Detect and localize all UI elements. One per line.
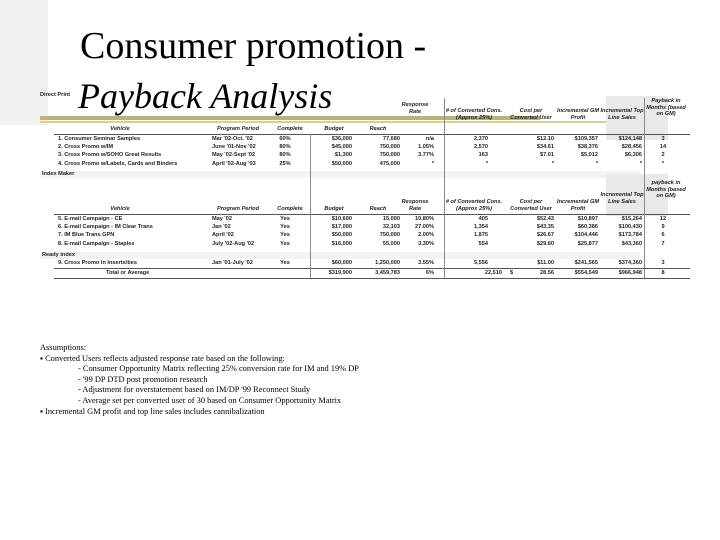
cell-cost: $26.67 [536, 232, 554, 239]
header-rule-1 [54, 134, 690, 135]
cell-response: 10.80% [415, 216, 434, 222]
cell-complete: 25% [279, 160, 291, 167]
cell-converted: 1,354 [474, 224, 488, 231]
cell-period: April '02-Aug '03 [212, 160, 256, 167]
cell-converted: 5,556 [474, 260, 488, 266]
assumption-sub-1: - Consumer Opportunity Matrix reflecting 25% conversion rate for IM and 19% DP [78, 364, 359, 374]
cell-complete: Yes [280, 240, 290, 247]
cell-budget: $60,000 [331, 260, 352, 266]
col-sep-budget [310, 134, 311, 278]
header-period: Program Period [217, 126, 259, 132]
cell-gm: $241,565 [574, 260, 598, 266]
cell-payback: 6 [661, 232, 665, 239]
cell-cost: $34.61 [536, 144, 554, 151]
cell-budget: $1,300 [334, 152, 352, 159]
cell-converted: 554 [478, 240, 488, 247]
header-budget-2: Budget [324, 206, 344, 212]
header-payback: Payback in Months (based on GM) [646, 98, 686, 117]
cell-response: 3.77% [418, 152, 434, 159]
total-label: Total or Average [106, 270, 150, 276]
cell-complete: Yes [280, 260, 290, 266]
cell-payback: 12 [659, 216, 667, 222]
title-line-2: Payback Analysis [78, 76, 333, 116]
cell-gm: $10,897 [577, 216, 598, 222]
cell-payback: 3 [661, 136, 665, 142]
cell-converted: 1,875 [474, 232, 488, 239]
cell-gm: $25,877 [577, 240, 598, 247]
section-direct-print: Direct Print [40, 92, 71, 98]
cell-period: Jan '02 [212, 224, 231, 231]
cell-response: n/a [425, 136, 434, 142]
cell-gm: $104,446 [574, 232, 598, 239]
cell-cost: $12.10 [536, 136, 554, 142]
cell-period: April '02 [212, 232, 234, 239]
total-budget: $319,900 [328, 270, 352, 276]
cell-gm: $38,376 [577, 144, 598, 151]
cell-gm: * [595, 160, 598, 167]
header-complete: Complete [277, 126, 303, 132]
cell-vehicle: 7. IM Blue Trans GPN [58, 232, 115, 239]
cell-sales: $15,264 [621, 216, 642, 222]
total-sales: $966,948 [618, 270, 642, 276]
cell-reach: 77,680 [382, 136, 400, 142]
section-index-maker: Index Maker [42, 171, 75, 177]
header-period-2: Program Period [217, 206, 259, 212]
cell-period: May '02 [212, 216, 232, 222]
cell-reach: 1,250,000 [375, 260, 400, 266]
cell-cost: $11.00 [537, 260, 554, 266]
cell-response: * [431, 160, 434, 167]
cell-complete: 80% [279, 152, 291, 159]
cell-reach: 55,000 [382, 240, 400, 247]
cell-cost: $52.43 [536, 216, 554, 222]
cell-vehicle: 4. Cross Promo w/Labels, Cards and Binders [58, 160, 178, 167]
header-rule-2 [54, 214, 690, 215]
col-sep-converted [444, 98, 445, 278]
cell-budget: $50,000 [331, 232, 352, 239]
total-rule [54, 268, 690, 269]
cell-vehicle: 5. E-mail Campaign - CE [58, 216, 123, 222]
header-budget: Budget [324, 126, 344, 132]
assumption-sub-3: - Adjustment for overstatement based on IM/DP '99 Reconnect Study [78, 385, 311, 395]
cell-complete: 80% [279, 144, 291, 151]
cell-response: 3.30% [418, 240, 434, 247]
cell-converted: * [485, 160, 488, 167]
cell-complete: Yes [280, 224, 290, 231]
cell-response: 27.00% [415, 224, 434, 231]
header-sales-2: Incremental Top Line Sales [600, 192, 644, 205]
cell-vehicle: 3. Cross Promo w/SOHO Great Results [58, 152, 162, 159]
col-sep-payback [644, 98, 645, 278]
cell-payback: 2 [661, 152, 665, 159]
header-gm-2: Incremental GM Profit [557, 199, 599, 212]
cell-period: July '02-Aug '02 [212, 240, 255, 247]
cell-period: Mar '02-Oct. '02 [212, 136, 253, 142]
header-cost-2: Cost per Converted User [510, 199, 552, 212]
cell-response: 2.00% [418, 232, 434, 239]
cell-budget: $10,600 [331, 216, 352, 222]
total-cost: 28.56 [540, 270, 554, 276]
cell-converted: 2,370 [474, 136, 488, 142]
cell-vehicle: 1. Consumer Seminar Samples [58, 136, 141, 142]
assumption-sub-2: - '99 DP DTD post promotion research [78, 374, 208, 384]
header-reach: Reach [369, 126, 387, 132]
cell-payback: 9 [661, 224, 665, 231]
cell-vehicle: 8. E-mail Campaign - Staples [58, 240, 135, 247]
cell-gm: $5,012 [580, 152, 598, 159]
header-reach-2: Reach [369, 206, 387, 212]
cell-sales: * [639, 160, 642, 167]
cell-reach: 750,000 [379, 232, 400, 239]
cell-complete: Yes [280, 232, 290, 239]
title-line-1: Consumer promotion - [80, 25, 427, 67]
cell-budget: $17,000 [331, 224, 352, 231]
header-payback-2: payback in Months (based on GM) [646, 180, 686, 199]
bottom-rule [54, 278, 690, 279]
total-payback: 8 [661, 270, 665, 276]
cell-sales: $374,360 [618, 260, 642, 266]
payback-spreadsheet [40, 92, 686, 282]
section-bar-index [40, 171, 640, 178]
total-response: 6% [425, 270, 434, 276]
cell-budget: $50,000 [331, 160, 352, 167]
cell-sales: $28,456 [621, 144, 642, 151]
total-reach: 3,459,783 [375, 270, 400, 276]
cell-period: May '02-Sept '02 [212, 152, 256, 159]
cell-cost: $29.60 [536, 240, 554, 247]
header-cost: Cost per Converted User [510, 108, 552, 121]
total-gm: $554,549 [574, 270, 598, 276]
section-ready-index: Ready index [42, 252, 75, 258]
cell-reach: 750,000 [379, 144, 400, 151]
cell-payback: 7 [661, 240, 665, 247]
total-converted: 22,510 [484, 270, 502, 276]
cell-cost: $43.35 [536, 224, 554, 231]
cell-budget: $16,000 [331, 240, 352, 247]
assumptions-heading: Assumptions: [40, 343, 87, 352]
cell-gm: $60,386 [577, 224, 598, 231]
cell-payback: 14 [659, 144, 667, 151]
header-sales: Incremental Top Line Sales [600, 108, 644, 121]
cell-converted: 405 [478, 216, 488, 222]
cell-sales: $173,784 [618, 232, 642, 239]
cell-cost: * [551, 160, 554, 167]
header-converted-2: # of Converted Cons. (Approx 25%) [445, 199, 503, 212]
header-complete-2: Complete [277, 206, 303, 212]
cell-response: 3.55% [418, 260, 434, 266]
header-converted: # of Converted Cons. (Approx 25%) [445, 108, 503, 121]
cell-reach: 475,000 [379, 160, 400, 167]
cell-period: Jan '01-July '02 [212, 260, 253, 266]
cell-converted: 163 [478, 152, 488, 159]
cell-sales: $43,360 [621, 240, 642, 247]
cell-complete: Yes [280, 216, 290, 222]
cell-payback: * [661, 160, 665, 167]
header-vehicle-2: Vehicle [110, 206, 130, 212]
cell-vehicle: 9. Cross Promo in Inserts/ties [58, 260, 137, 266]
assumption-bullet-2: ▪ Incremental GM profit and top line sales includes cannibalization [40, 406, 265, 416]
total-cost-symbol: $ [510, 270, 514, 276]
header-response-2: Response Rate [401, 199, 429, 212]
cell-sales: $124,148 [618, 136, 642, 142]
cell-sales: $6,306 [624, 152, 642, 159]
cell-complete: 60% [279, 136, 291, 142]
cell-sales: $100,430 [618, 224, 642, 231]
assumptions-block [40, 343, 359, 417]
cell-cost: $7.01 [540, 152, 554, 159]
cell-gm: $109,357 [574, 136, 598, 142]
assumption-bullet-1: ▪ Converted Users reflects adjusted response rate based on the following: [40, 353, 285, 363]
header-vehicle: Vehicle [110, 126, 130, 132]
cell-vehicle: 6. E-mail Campaign - IM Clear Trans [58, 224, 153, 231]
cell-period: June '01-Nov '02 [212, 144, 256, 151]
header-response: Response Rate [401, 102, 429, 115]
cell-reach: 32,103 [382, 224, 400, 231]
cell-reach: 15,000 [382, 216, 400, 222]
cell-response: 1.05% [418, 144, 434, 151]
cell-budget: $36,000 [331, 136, 352, 142]
cell-payback: 3 [661, 260, 665, 266]
assumption-sub-4: - Average set per converted user of 30 based on Consumer Opportunity Matrix [78, 395, 342, 405]
header-gm: Incremental GM Profit [557, 108, 599, 121]
cell-vehicle: 2. Cross Promo w/IM [58, 144, 114, 151]
cell-budget: $45,000 [331, 144, 352, 151]
section-bar-ready [40, 252, 640, 259]
cell-reach: 750,000 [379, 152, 400, 159]
cell-converted: 2,570 [474, 144, 488, 151]
